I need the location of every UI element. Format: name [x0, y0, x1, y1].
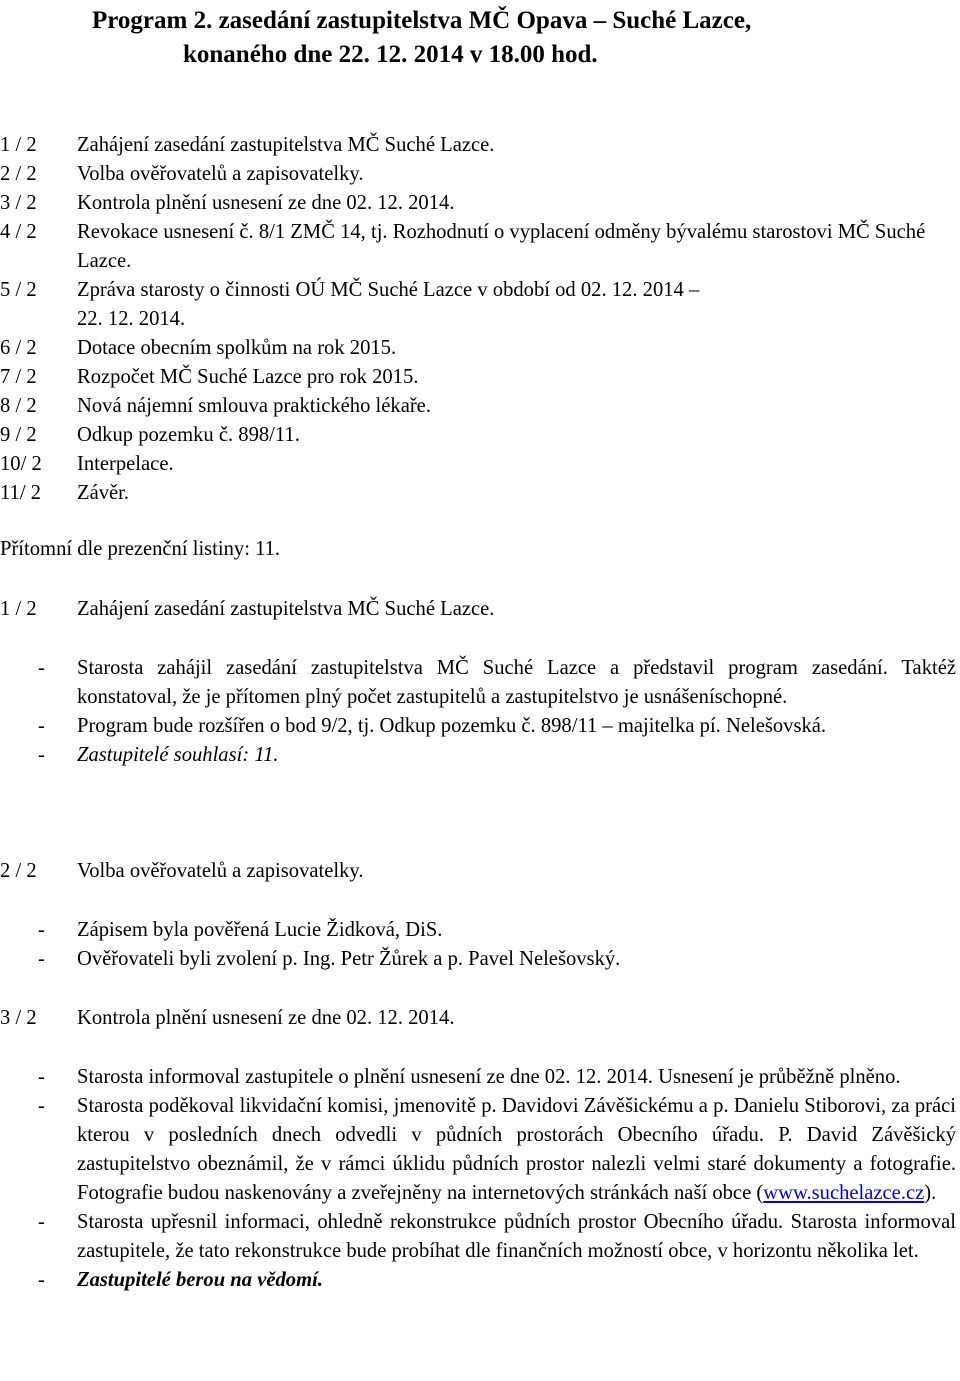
bullet-dash: -: [38, 1211, 45, 1233]
list-item-text: Program bude rozšířen o bod 9/2, tj. Odkup pozemku č. 898/11 – majitelka pí. Nelešovská.: [77, 715, 827, 737]
bullet-dash: -: [38, 657, 45, 679]
list-item: [0, 1266, 956, 1295]
list-item: [0, 916, 956, 945]
agenda-item-text: Odkup pozemku č. 898/11.: [77, 424, 300, 446]
list-item-text: Starosta upřesnil informaci, ohledně rekonstrukce půdních prostor Obecního úřadu. Starosta informoval zastupitele, že tato rekonstrukce bude probíhat dle finančních možností obce, v horizontu několika let.: [77, 1211, 956, 1262]
agenda-item-number: 10/ 2: [0, 453, 42, 475]
agenda-item-text: Nová nájemní smlouva praktického lékaře.: [77, 395, 431, 417]
list-item-text: Zastupitelé souhlasí: 11.: [77, 744, 279, 766]
agenda-item-text: Revokace usnesení č. 8/1 ZMČ 14, tj. Rozhodnutí o vyplacení odměny bývalému starostovi MČ Suché Lazce.: [77, 221, 926, 272]
list-item: [0, 1208, 956, 1266]
bullet-dash: -: [38, 919, 45, 941]
attendance-line: Přítomní dle prezenční listiny: 11.: [0, 538, 281, 560]
agenda-item-text: Zahájení zasedání zastupitelstva MČ Suché Lazce.: [77, 134, 495, 156]
list-item-text: Starosta informoval zastupitele o plnění usnesení ze dne 02. 12. 2014. Usnesení je průběžně plněno.: [77, 1066, 901, 1088]
section-number: 2 / 2: [0, 860, 37, 882]
section-title: Volba ověřovatelů a zapisovatelky.: [77, 860, 364, 882]
bullet-dash: -: [38, 715, 45, 737]
list-item-text: Zápisem byla pověřená Lucie Židková, DiS.: [77, 919, 443, 941]
agenda-item-number: 5 / 2: [0, 279, 37, 301]
website-link[interactable]: www.suchelazce.cz: [763, 1182, 925, 1204]
title-line-1: Program 2. zasedání zastupitelstva MČ Opava – Suché Lazce,: [92, 7, 752, 34]
document-title: [92, 4, 912, 72]
agenda-item-number: 9 / 2: [0, 424, 37, 446]
agenda-item-number: 11/ 2: [0, 482, 41, 504]
bullet-dash: -: [38, 1095, 45, 1117]
agenda-item-text: Volba ověřovatelů a zapisovatelky.: [77, 163, 364, 185]
list-item: [0, 654, 956, 712]
agenda-item-number: 2 / 2: [0, 163, 37, 185]
list-item-text-container: [77, 1092, 956, 1208]
list-item: [0, 945, 956, 974]
agenda-item: [0, 421, 960, 450]
agenda-item-number: 4 / 2: [0, 221, 37, 243]
agenda-item-text: Interpelace.: [77, 453, 174, 475]
section-title: Kontrola plnění usnesení ze dne 02. 12. 2014.: [77, 1007, 455, 1029]
agenda-item-number: 8 / 2: [0, 395, 37, 417]
section-number: 1 / 2: [0, 598, 37, 620]
section-heading: [0, 1004, 960, 1033]
bullet-dash: -: [38, 948, 45, 970]
list-item: [0, 712, 956, 741]
list-item-text: Zastupitelé berou na vědomí.: [77, 1269, 323, 1291]
list-item-text: Starosta poděkoval likvidační komisi, jmenovitě p. Davidovi Závěšickému a p. Danielu Stiborovi, za práci kterou v posledních dnech odvedli v půdních prostorách Obecního úřadu. P. David Závěšický zastupitelstvo obeznámil, že v rámci úklidu půdních prostor nalezli velmi staré dokumenty a fotografie. Fotografie budou naskenovány a zveřejněny na internetových stránkách naší obce (: [77, 1095, 956, 1204]
list-item: [0, 1063, 956, 1092]
agenda-item-text: Závěr.: [77, 482, 130, 504]
section-3-bullets: [0, 1063, 956, 1295]
agenda-item: [0, 450, 960, 479]
section-heading: [0, 857, 960, 886]
section-number: 3 / 2: [0, 1007, 37, 1029]
agenda-item-text: Rozpočet MČ Suché Lazce pro rok 2015.: [77, 366, 419, 388]
list-item-text: Ověřovateli byli zvolení p. Ing. Petr Žůrek a p. Pavel Nelešovský.: [77, 948, 621, 970]
agenda-item-text: Dotace obecním spolkům na rok 2015.: [77, 337, 397, 359]
agenda-item: [0, 479, 960, 508]
agenda-item: [0, 276, 960, 334]
section-2-bullets: [0, 916, 956, 974]
agenda-item: [0, 392, 960, 421]
section-title: Zahájení zasedání zastupitelstva MČ Suché Lazce.: [77, 598, 495, 620]
bullet-dash: -: [38, 1066, 45, 1088]
agenda-item-number: 6 / 2: [0, 337, 37, 359]
agenda-item: [0, 334, 960, 363]
agenda-item-text: Kontrola plnění usnesení ze dne 02. 12. 2014.: [77, 192, 455, 214]
link-suffix: ).: [924, 1182, 937, 1204]
bullet-dash: -: [38, 744, 45, 766]
agenda-item: [0, 160, 960, 189]
agenda-item-number: 7 / 2: [0, 366, 37, 388]
list-item: [0, 741, 956, 770]
agenda-item-number: 1 / 2: [0, 134, 37, 156]
agenda-item: [0, 189, 960, 218]
section-1-bullets: [0, 654, 956, 770]
list-item: [0, 1092, 956, 1208]
bullet-dash: -: [38, 1269, 45, 1291]
agenda-item: [0, 131, 960, 160]
agenda-item-text: Zpráva starosty o činnosti OÚ MČ Suché Lazce v období od 02. 12. 2014 – 22. 12. 2014.: [77, 279, 700, 330]
agenda-item: [0, 363, 960, 392]
title-line-2: konaného dne 22. 12. 2014 v 18.00 hod.: [183, 41, 598, 68]
agenda-list: [0, 131, 960, 508]
list-item-text: Starosta zahájil zasedání zastupitelstva MČ Suché Lazce a představil program zasedání. Taktéž konstatoval, že je přítomen plný počet zastupitelů a zastupitelstvo je usnášeníschopné.: [77, 657, 956, 708]
section-heading: [0, 595, 960, 624]
agenda-item-number: 3 / 2: [0, 192, 37, 214]
agenda-item: [0, 218, 960, 276]
